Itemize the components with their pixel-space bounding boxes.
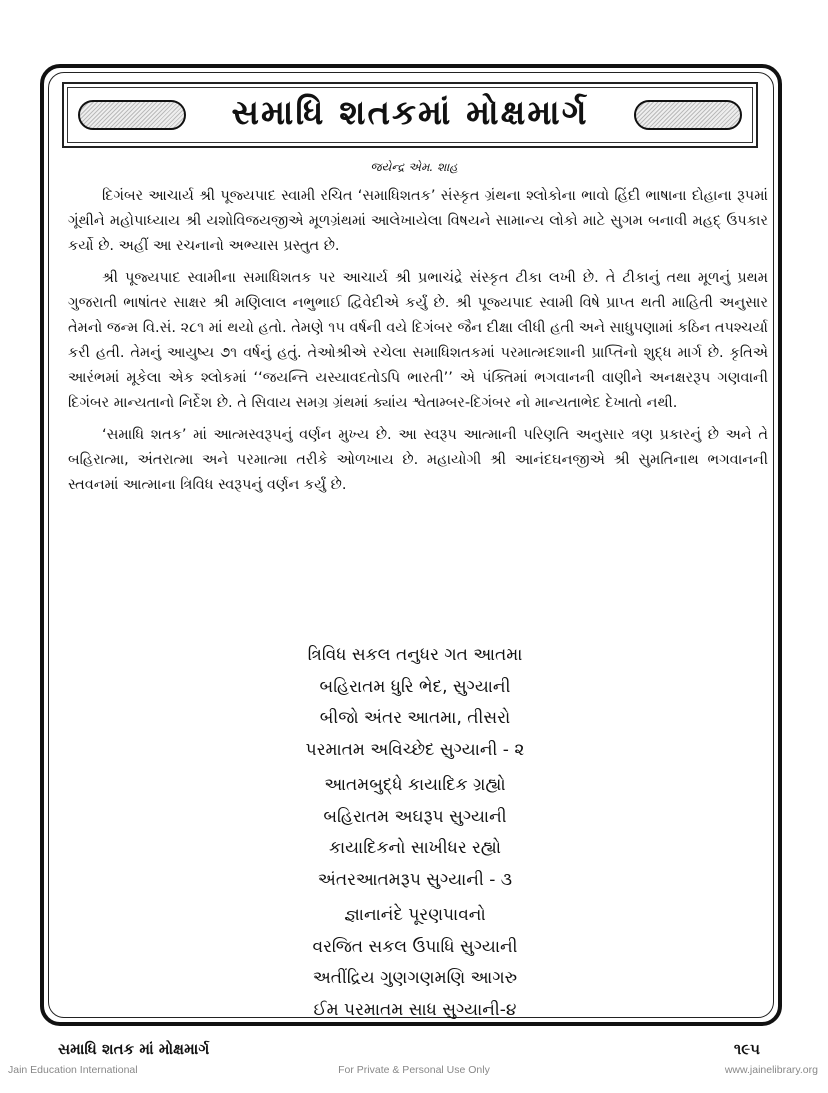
poem-line: જ્ઞાનાનંદે પૂરણપાવનો	[344, 905, 486, 925]
poem-stanza	[180, 640, 650, 766]
poem-line: બહિરાતમ અઘરૂપ સુગ્યાની	[323, 806, 507, 827]
poem-stanza	[180, 770, 650, 896]
poem-line: કાયાદિકનો સાખીધર રહ્યો	[328, 838, 502, 858]
website-link[interactable]: www.jainelibrary.org	[724, 1064, 818, 1076]
running-title: સમાધિ શતક માં મોક્ષમાર્ગ	[58, 1040, 210, 1058]
poem-stanza	[180, 900, 650, 1026]
poem-line: પરમાતમ અવિચ્છેદ સુગ્યાની - ૨	[305, 739, 525, 760]
article-title: સમાધિ શતકમાં મોક્ષમાર્ગ	[231, 93, 589, 133]
poem-line: ત્રિવિધ સકલ તનુધર ગત આતમા	[307, 645, 523, 665]
publisher-label: Jain Education International	[8, 1064, 138, 1076]
article-body	[68, 184, 768, 505]
poem-line: બહિરાતમ ધુરિ ભેદ, સુગ્યાની	[319, 676, 511, 697]
poem-line: ઈમ પરમાતમ સાધ સુગ્યાની-૪	[313, 999, 517, 1020]
page-number: ૧૯૫	[733, 1040, 760, 1058]
paragraph: દિગંબર આચાર્ય શ્રી પૂજ્યપાદ સ્વામી રચિત ‘સમાધિશતક’ સંસ્કૃત ગ્રંથના શ્લોકોના ભાવો હિંદી ભાષાના દોહાના રૂપમાં ગૂંથીને મહોપાધ્યાય શ્રી યશોવિજયજીએ મૂળગ્રંથમાં આલેખાયેલા વિષયને સામાન્ય લોકો માટે સુગમ બનાવી મહદ્ ઉપકાર કર્યો છે. અહીં આ રચનાનો અભ્યાસ પ્રસ્તુત છે.	[68, 188, 768, 254]
poem-block	[180, 640, 650, 1030]
decorative-pill-left-icon	[78, 100, 186, 130]
title-banner	[62, 82, 758, 148]
poem-line: અંતરઆતમરૂપ સુગ્યાની - ૩	[317, 869, 513, 890]
decorative-pill-right-icon	[634, 100, 742, 130]
poem-line: અતીંદ્રિય ગુણગણમણિ આગરુ	[312, 968, 518, 988]
poem-line: બીજો અંતર આતમા, તીસરો	[319, 708, 511, 728]
author-name: જયેન્દ્ર એમ. શાહ	[370, 160, 458, 174]
paragraph: ‘સમાધિ શતક’ માં આત્મસ્વરૂપનું વર્ણન મુખ્ય છે. આ સ્વરૂપ આત્માની પરિણતિ અનુસાર ત્રણ પ્રકારનું છે અને તે બહિરાત્મા, અંતરાત્મા અને પરમાત્મા તરીકે ઓળખાય છે. મહાયોગી શ્રી આનંદઘનજીએ શ્રી સુમતિનાથ ભગવાનની સ્તવનમાં આત્માના ત્રિવિધ સ્વરૂપનું વર્ણન કર્યું છે.	[68, 427, 768, 493]
poem-line: આતમબુદ્ધે કાયાદિક ગ્રહ્યો	[324, 775, 506, 795]
paragraph: શ્રી પૂજ્યપાદ સ્વામીના સમાધિશતક પર આચાર્ય શ્રી પ્રભાચંદ્રે સંસ્કૃત ટીકા લખી છે. તે ટીકાનું તથા મૂળનું પ્રથમ ગુજરાતી ભાષાંતર સાક્ષર શ્રી મણિલાલ નભુભાઈ દ્વિવેદીએ કર્યું છે. શ્રી પૂજ્યપાદ સ્વામી વિષે પ્રાપ્ત થતી માહિતી અનુસાર તેમનો જન્મ વિ.સં. ૨૮૧ માં થયો હતો. તેમણે ૧૫ વર્ષની વયે દિગંબર જૈન દીક્ષા લીધી હતી અને સાધુપણામાં કઠિન તપશ્ચર્યા કરી હતી. તેમનું આયુષ્ય ૭૧ વર્ષનું હતું. તેઓશ્રીએ રચેલા સમાધિશતકમાં પરમાત્મદશાની પ્રાપ્તિનો શુદ્ધ માર્ગ છે. કૃતિએ આરંભમાં મૂકેલા એક શ્લોકમાં ‘‘જયન્તિ યસ્યાવદતોઽપિ ભારતી’’ એ પંક્તિમાં ભગવાનની વાણીને અનક્ષરરૂપ ગણવાની દિગંબર માન્યતાનો નિર્દેશ છે. તે સિવાય સમગ્ર ગ્રંથમાં ક્યાંય શ્વેતામ્બર-દિગંબર નો માન્યતાભેદ દેખાતો નથી.	[68, 270, 768, 411]
poem-line: વરજિત સકલ ઉપાધિ સુગ્યાની	[312, 936, 518, 957]
usage-notice: For Private & Personal Use Only	[338, 1064, 490, 1076]
